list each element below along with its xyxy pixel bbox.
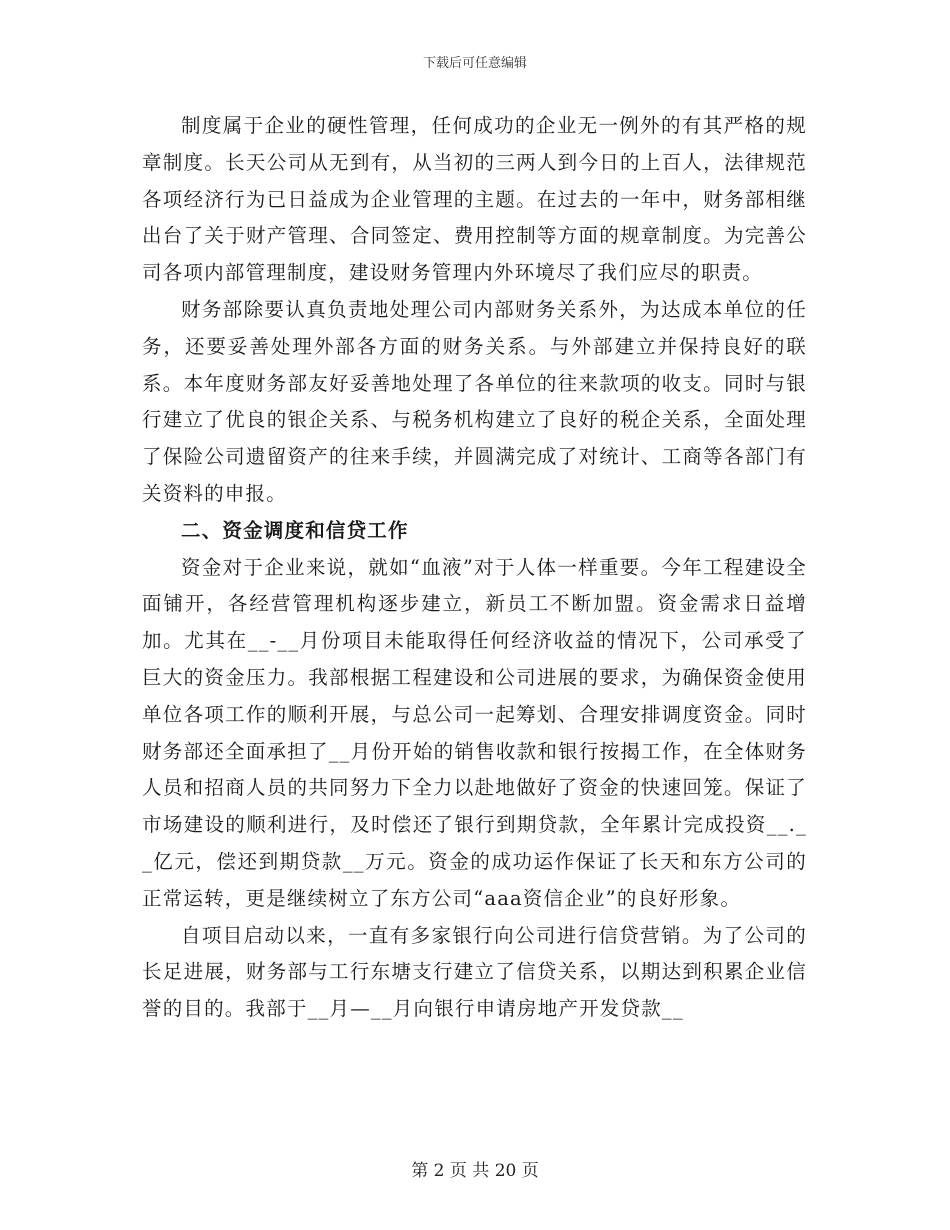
paragraph-funds: 资金对于企业来说，就如“血液”对于人体一样重要。今年工程建设全面铺开，各经营管理机构逐步建立，新员工不断加盟。资金需求日益增加。尤其在__-__月份项目未能取得任何经济收益的情况下，公司承受了巨大的资金压力。我部根据工程建设和公司进展的要求，为确保资金使用单位各项工作的顺利开展，与总公司一起筹划、合理安排调度资金。同时财务部还全面承担了__月份开始的销售收款和银行按揭工作，在全体财务人员和招商人员的共同努力下全力以赴地做好了资金的快速回笼。保证了市场建设的顺利进行，及时偿还了银行到期贷款，全年累计完成投资__.__亿元，偿还到期贷款__万元。资金的成功运作保证了长天和东方公司的正常运转，更是继续树立了东方公司“aaa资信企业”的良好形象。 bbox=[142, 555, 807, 910]
paragraph-regulations: 制度属于企业的硬性管理，任何成功的企业无一例外的有其严格的规章制度。长天公司从无到有，从当初的三两人到今日的上百人，法律规范各项经济行为已日益成为企业管理的主题。在过去的一年中，财务部相继出台了关于财产管理、合同签定、费用控制等方面的规章制度。为完善公司各项内部管理制度，建设财务管理内外环境尽了我们应尽的职责。 bbox=[142, 114, 807, 285]
page-number: 第 2 页 共 20 页 bbox=[411, 1161, 539, 1181]
page-footer bbox=[0, 1156, 950, 1181]
paragraph-external-relations: 财务部除要认真负责地处理公司内部财务关系外，为达成本单位的任务，还要妥善处理外部各方面的财务关系。与外部建立并保持良好的联系。本年度财务部友好妥善地处理了各单位的往来款项的收支。同时与银行建立了优良的银企关系、与税务机构建立了良好的税企关系，全面处理了保险公司遗留资产的往来手续，并圆满完成了对统计、工商等各部门有关资料的申报。 bbox=[142, 297, 807, 505]
document-body bbox=[142, 108, 807, 1028]
header-note: 下载后可任意编辑 bbox=[422, 56, 527, 71]
paragraph-credit: 自项目启动以来，一直有多家银行向公司进行信贷营销。为了公司的长足进展，财务部与工行东塘支行建立了信贷关系，以期达到积累企业信誉的目的。我部于__月—__月向银行申请房地产开发贷款__ bbox=[142, 923, 807, 1021]
section-heading: 二、资金调度和信贷工作 bbox=[181, 518, 409, 542]
page-header bbox=[0, 52, 950, 71]
